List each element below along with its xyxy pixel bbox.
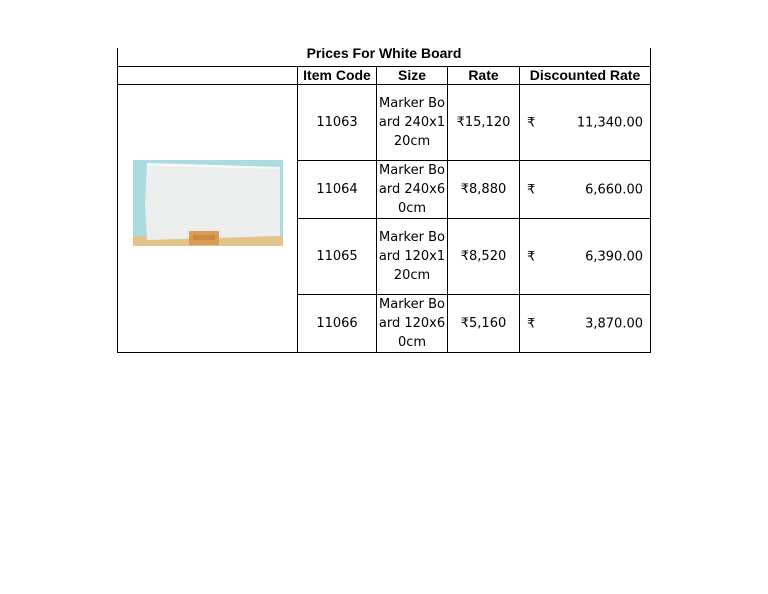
discounted-rate: 6,390.00 <box>585 249 643 264</box>
header-image <box>118 67 298 85</box>
item-size: Marker Board 240x60cm <box>377 161 448 219</box>
item-code: 11065 <box>298 219 377 295</box>
item-code: 11066 <box>298 295 377 353</box>
title-cell <box>117 48 651 67</box>
item-rate: ₹8,520 <box>448 219 520 295</box>
item-size: Marker Board 240x120cm <box>377 85 448 161</box>
item-rate: ₹15,120 <box>448 85 520 161</box>
header-row <box>118 67 651 85</box>
price-table <box>117 66 651 353</box>
discounted-rate: 11,340.00 <box>576 115 643 130</box>
item-code: 11064 <box>298 161 377 219</box>
header-size: Size <box>377 67 448 85</box>
whiteboard-image <box>133 160 283 246</box>
item-rate: ₹5,160 <box>448 295 520 353</box>
header-item-code: Item Code <box>298 67 377 85</box>
item-rate: ₹8,880 <box>448 161 520 219</box>
currency-symbol: ₹ <box>527 249 536 264</box>
discounted-rate-cell <box>520 161 651 219</box>
header-discounted-rate: Discounted Rate <box>520 67 651 85</box>
table-row <box>118 85 651 161</box>
currency-symbol: ₹ <box>527 182 536 197</box>
header-rate: Rate <box>448 67 520 85</box>
item-size: Marker Board 120x60cm <box>377 295 448 353</box>
discounted-rate-cell <box>520 219 651 295</box>
discounted-rate: 3,870.00 <box>585 316 643 331</box>
currency-symbol: ₹ <box>527 115 536 130</box>
discounted-rate: 6,660.00 <box>585 182 643 197</box>
currency-symbol: ₹ <box>527 316 536 331</box>
discounted-rate-cell <box>520 295 651 353</box>
sheet-title: Prices For White Board <box>306 48 462 61</box>
product-image-cell <box>118 85 298 353</box>
discounted-rate-cell <box>520 85 651 161</box>
item-code: 11063 <box>298 85 377 161</box>
item-size: Marker Board 120x120cm <box>377 219 448 295</box>
